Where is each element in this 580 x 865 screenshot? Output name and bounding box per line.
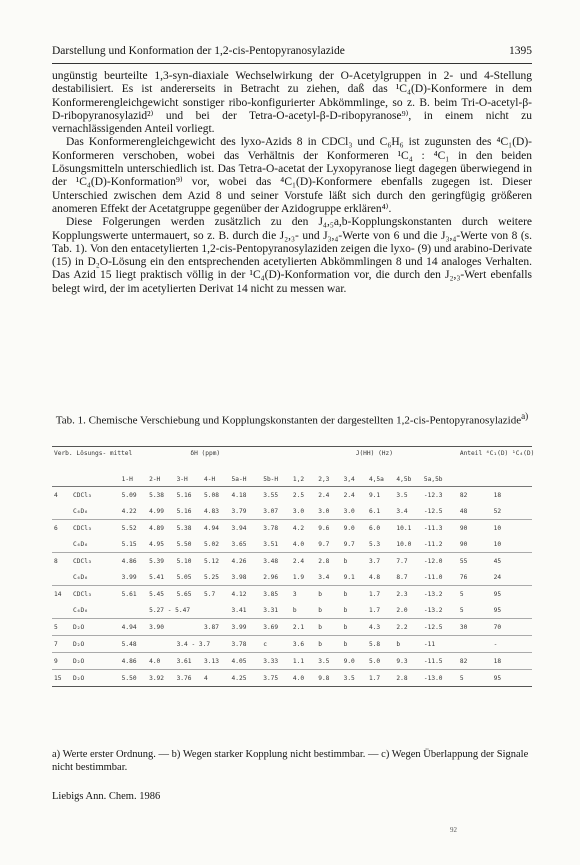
table-cell: 2.3 xyxy=(396,590,408,598)
table-cell: 9.7 xyxy=(316,536,341,553)
table-cell: 5.41 xyxy=(147,569,174,586)
table-cell: -11.3 xyxy=(423,524,443,532)
table-cell: 5 xyxy=(458,602,492,619)
table-cell: 3 xyxy=(292,590,297,598)
table-cell: 1.7 xyxy=(367,602,394,619)
table-cell: 4.26 xyxy=(231,557,247,565)
table-cell: 2.1 xyxy=(291,619,316,636)
compound-number: 4 xyxy=(54,491,58,499)
table-row xyxy=(52,569,532,586)
table-cell: 5.39 xyxy=(149,557,165,565)
table-cell: 2.0 xyxy=(394,602,421,619)
table-cell: 3.94 xyxy=(231,524,247,532)
paragraph-3: Diese Folgerungen werden zusätzlich zu den J₄,₅a,b-Kopplungskonstanten durch weitere Kopplungswerte untermauert, so z. B. durch die J₂,₃- und J₃,₄-Werte von 6 und die J₃,₄-Werte von 8 (s. Tab. 1). Von den entacetylierten 1,2-cis-Pentopyranosylaziden zeigen die lyxo- (9) und arabino-Derivate (15) in D₂O-Lösung ein den entsprechenden acetylierten Abkömmlingen 8 und 14 analoges Verhalten. Das Azid 15 liegt praktisch völlig in der ¹C₄(D)-Konformation vor, die durch den J₂,₃-Wert ebenfalls belegt wird, der im acetylierten Derivat 14 nicht zu messen war. xyxy=(52,216,532,295)
table-footnote: a) Werte erster Ordnung. — b) Wegen starker Kopplung nicht bestimmbar. — c) Wegen Überlappung der Signale nicht bestimmbar. xyxy=(52,749,529,773)
table-cell: 5.0 xyxy=(367,653,394,670)
table-cell: 10.1 xyxy=(396,524,412,532)
table-cell: 5.08 xyxy=(204,491,219,499)
table-cell: 2.8 xyxy=(394,670,421,687)
col-header: 5a,5b xyxy=(423,476,443,483)
table-cell: 4.12 xyxy=(231,590,247,598)
table-cell: 5.10 xyxy=(176,557,192,565)
table-cell: 4 xyxy=(202,670,229,687)
data-table xyxy=(52,446,535,687)
table-cell: 4.25 xyxy=(230,670,262,687)
col-header: 5a-H xyxy=(231,476,247,483)
table-cell: 5.12 xyxy=(204,557,219,565)
col-header: 4,5a xyxy=(368,476,384,483)
table-cell: 5.16 xyxy=(176,491,192,499)
table-cell: 4.86 xyxy=(120,653,147,670)
compound-number xyxy=(52,503,71,520)
table-cell: 1.9 xyxy=(291,569,316,586)
table-cell: 6.1 xyxy=(367,503,394,520)
table-caption-note: a) xyxy=(521,411,529,421)
table-cell: 4.22 xyxy=(120,503,147,520)
table-cell: 48 xyxy=(458,503,492,520)
table-cell: 2.4 xyxy=(343,491,355,499)
solvent-cell: C₆D₆ xyxy=(71,602,120,619)
table-cell: 3.51 xyxy=(261,536,291,553)
compound-number: 7 xyxy=(52,636,71,653)
running-header xyxy=(52,45,532,61)
table-cell: b xyxy=(342,619,367,636)
header-rule xyxy=(52,63,532,64)
table-cell: b xyxy=(343,590,348,598)
table-cell: b xyxy=(318,590,322,598)
solvent-cell: CDCl₃ xyxy=(73,491,92,499)
table-cell: -13.2 xyxy=(423,590,443,598)
table-cell: 5.7 xyxy=(204,590,216,598)
table-cell: 5 xyxy=(458,670,492,687)
table-cell: 3.7 xyxy=(368,557,381,565)
table-cell: 5.8 xyxy=(367,636,394,653)
compound-number: 9 xyxy=(52,653,71,670)
paragraph-1: ungünstig beurteilte 1,3-syn-diaxiale Wechselwirkung der O-Acetylgruppen in 2- und 4-Stellung destabilisiert. Es ist andererseits in Betracht zu ziehen, daß das ¹C₄(D)-Konformere in dem Konformerengleichgewicht sonstiger ribo-konfigurierter Abkömmlinge, so z. B. beim Tri-O-acetyl-β-D-ribopyranosylazid²⁾ und bei der Tetra-O-acetyl-β-D-ribopyranose⁹⁾, in einem nicht zu vernachlässigenden Anteil vorliegt. xyxy=(52,70,532,136)
table-cell: 5.05 xyxy=(175,569,202,586)
table-cell: 2.4 xyxy=(318,491,330,499)
solvent-cell: C₆D₆ xyxy=(71,503,120,520)
solvent-cell: D₂O xyxy=(71,653,120,670)
table-cell: -12.5 xyxy=(422,619,458,636)
table-cell: 4.99 xyxy=(147,503,174,520)
table-row xyxy=(52,553,532,570)
col-header: 2,3 xyxy=(318,476,330,483)
table-cell: 3.55 xyxy=(263,491,279,499)
table-cell: 90 xyxy=(459,524,468,532)
table-cell xyxy=(147,636,174,653)
col-header: 5b-H xyxy=(263,476,279,483)
table-cell: 4.3 xyxy=(367,619,394,636)
table-cell: 90 xyxy=(458,536,492,553)
solvent-cell: CDCl₃ xyxy=(73,557,92,565)
table-header-row-2 xyxy=(52,473,532,487)
table-cell: 5.16 xyxy=(175,503,202,520)
table-row xyxy=(52,636,532,653)
table-cell: 95 xyxy=(492,602,532,619)
table-cell: 3.65 xyxy=(230,536,262,553)
table-cell: 5.09 xyxy=(121,491,137,499)
table-cell: 4.0 xyxy=(291,536,316,553)
table-cell: 3.5 xyxy=(316,653,341,670)
col-header: 1-H xyxy=(121,476,133,483)
table-cell: 9.0 xyxy=(343,524,355,532)
col-header: 2-H xyxy=(149,476,161,483)
table-cell: 5.38 xyxy=(176,524,192,532)
bottom-page-number: 92 xyxy=(450,826,457,834)
table-row xyxy=(52,670,532,687)
table-cell: 45 xyxy=(493,557,502,565)
table-cell: b xyxy=(291,602,316,619)
col-header: 4-H xyxy=(204,476,216,483)
table-cell: -11.2 xyxy=(422,536,458,553)
paragraph-2: Das Konformerengleichgewicht des lyxo-Azids 8 in CDCl₃ und C₆H₆ ist zugunsten des ⁴C₁(D)-Konformeren verschoben, wobei das Verhältnis der Konformeren ¹C₄ : ⁴C₁ in den beiden Lösungsmitteln unterschiedlich ist. Das Tetra-O-acetat der Lyxopyranose liegt dagegen überwiegend in der ¹C₄(D)-Konformation⁹⁾ vor, wobei das ⁴C₁(D)-Konformere ebenfalls zugegen ist. Dieser Unterschied zwischen dem Azid 8 und seiner Vorstufe läßt sich durch den geringfügig größeren anomeren Effekt der Acetatgruppe gegenüber der Azidogruppe erklären⁴⁾. xyxy=(52,136,532,215)
table-caption xyxy=(52,410,532,428)
compound-number: 8 xyxy=(54,557,58,565)
table-cell: 9.3 xyxy=(394,653,421,670)
table-cell: 4.8 xyxy=(367,569,394,586)
table-cell: 3.5 xyxy=(396,491,408,499)
table-cell: 2.96 xyxy=(261,569,291,586)
table-cell: 3.90 xyxy=(147,619,174,636)
table-cell: b xyxy=(316,602,341,619)
table-row xyxy=(52,602,532,619)
table-row xyxy=(52,520,532,537)
table-cell: 9.0 xyxy=(342,653,367,670)
table-cell: 3.87 xyxy=(202,619,229,636)
table-cell: -11.0 xyxy=(422,569,458,586)
table-cell: -13.2 xyxy=(422,602,458,619)
table-header-row-1 xyxy=(52,447,532,474)
table-cell: 9.8 xyxy=(316,670,341,687)
header-anteil: Anteil ⁴C₁(D) ¹C₄(D) xyxy=(459,450,535,457)
table-cell: 3.76 xyxy=(175,670,202,687)
table-cell: 5.27 - 5.47 xyxy=(147,602,174,619)
table-cell: 5.3 xyxy=(367,536,394,553)
table-cell: 3.79 xyxy=(230,503,262,520)
table-cell: 52 xyxy=(492,503,532,520)
table-cell: -11.5 xyxy=(422,653,458,670)
table-cell: 5.61 xyxy=(121,590,137,598)
table-cell: 3.0 xyxy=(291,503,316,520)
table-cell xyxy=(458,636,492,653)
table-cell: 9.1 xyxy=(342,569,367,586)
table-cell: b xyxy=(316,636,341,653)
table-cell: 9.6 xyxy=(318,524,330,532)
table-cell: 5.48 xyxy=(120,636,147,653)
table-cell: 18 xyxy=(492,653,532,670)
compound-number: 15 xyxy=(52,670,71,687)
table-cell: 3.6 xyxy=(291,636,316,653)
table-cell: -13.0 xyxy=(422,670,458,687)
table-cell: 9.7 xyxy=(342,536,367,553)
table-row xyxy=(52,536,532,553)
table-row xyxy=(52,586,532,603)
table-cell: 5.50 xyxy=(175,536,202,553)
table-cell: 4.0 xyxy=(147,653,174,670)
table-cell: 5.52 xyxy=(121,524,137,532)
col-header: 4,5b xyxy=(396,476,412,483)
journal-citation: Liebigs Ann. Chem. 1986 xyxy=(52,791,161,802)
table-cell: 2.5 xyxy=(292,491,305,499)
table-cell: 3.98 xyxy=(230,569,262,586)
table-cell: 5.65 xyxy=(176,590,192,598)
table-cell: 3.41 xyxy=(230,602,262,619)
header-coupling: J(HH) (Hz) xyxy=(355,450,393,457)
table-cell: 3.75 xyxy=(261,670,291,687)
table-cell: 3.99 xyxy=(230,619,262,636)
table-cell: 95 xyxy=(492,670,532,687)
table-cell: 82 xyxy=(458,653,492,670)
table-cell: 3.4 xyxy=(394,503,421,520)
table-cell: 3.33 xyxy=(261,653,291,670)
table-row xyxy=(52,503,532,520)
table-cell: -12.3 xyxy=(423,491,443,499)
table-cell: 3.4 xyxy=(316,569,341,586)
table-cell: 1.7 xyxy=(367,670,394,687)
table-cell: 3.31 xyxy=(261,602,291,619)
table-cell: 4.05 xyxy=(230,653,262,670)
table-cell: 5.50 xyxy=(120,670,147,687)
table-cell: 3.69 xyxy=(261,619,291,636)
solvent-cell: CDCl₃ xyxy=(73,590,92,598)
table-cell: - xyxy=(492,636,532,653)
table-cell: 2.2 xyxy=(394,619,421,636)
table-cell: b xyxy=(342,602,367,619)
table-cell: 4.2 xyxy=(292,524,305,532)
table-cell: 4.94 xyxy=(204,524,219,532)
compound-number: 14 xyxy=(54,590,62,598)
col-header: 3,4 xyxy=(343,476,355,483)
compound-number xyxy=(52,536,71,553)
compound-number: 5 xyxy=(52,619,71,636)
table-cell: 70 xyxy=(492,619,532,636)
table-cell: 10 xyxy=(492,536,532,553)
table-cell: 3.0 xyxy=(316,503,341,520)
table-cell: 18 xyxy=(493,491,502,499)
table-cell xyxy=(120,602,147,619)
table-cell: b xyxy=(342,636,367,653)
table-cell: 30 xyxy=(458,619,492,636)
table-row xyxy=(52,653,532,670)
table-cell: 3.92 xyxy=(147,670,174,687)
table-cell: 7.7 xyxy=(396,557,408,565)
compound-number: 6 xyxy=(54,524,58,532)
table-cell: 4.89 xyxy=(149,524,165,532)
solvent-cell: D₂O xyxy=(71,619,120,636)
table-cell: 5 xyxy=(459,590,464,598)
running-title: Darstellung und Konformation der 1,2-cis-Pentopyranosylazide xyxy=(52,45,345,57)
table-cell: 4.95 xyxy=(147,536,174,553)
table-cell: 5.25 xyxy=(202,569,229,586)
header-verb-solvent: Verb. Lösungs- mittel xyxy=(54,450,133,457)
solvent-cell: C₆D₆ xyxy=(71,536,120,553)
table-cell: 2.4 xyxy=(292,557,305,565)
table-row xyxy=(52,619,532,636)
table-cell: 3.78 xyxy=(230,636,262,653)
table-cell: -12.0 xyxy=(423,557,443,565)
table-cell: 5.02 xyxy=(202,536,229,553)
table-caption-text: Tab. 1. Chemische Verschiebung und Kopplungskonstanten der dargestellten 1,2-cis-Pentopyranosylazide xyxy=(55,414,522,427)
compound-number xyxy=(52,602,71,619)
table-cell: 3.48 xyxy=(263,557,279,565)
table-cell: 6.0 xyxy=(368,524,381,532)
table-cell: c xyxy=(261,636,291,653)
table-cell: 3.85 xyxy=(263,590,279,598)
table-cell: 4.83 xyxy=(202,503,229,520)
table-cell: b xyxy=(316,619,341,636)
table-cell xyxy=(202,602,229,619)
table-cell: 8.7 xyxy=(394,569,421,586)
table-cell xyxy=(175,619,202,636)
table-cell: -11 xyxy=(422,636,458,653)
table-cell: 3.5 xyxy=(342,670,367,687)
page-number: 1395 xyxy=(509,45,532,57)
table-cell: b xyxy=(343,557,348,565)
table-cell: 4.94 xyxy=(120,619,147,636)
table-cell: 3.78 xyxy=(263,524,279,532)
table-cell: 1.1 xyxy=(291,653,316,670)
table-cell: 55 xyxy=(459,557,468,565)
solvent-cell: C₆D₆ xyxy=(71,569,120,586)
table-cell: 3.0 xyxy=(342,503,367,520)
table-cell: 5.38 xyxy=(149,491,165,499)
body-text xyxy=(52,70,532,296)
table-cell: 95 xyxy=(493,590,502,598)
solvent-cell: CDCl₃ xyxy=(73,524,92,532)
table-cell: 10.0 xyxy=(394,536,421,553)
data-table-wrapper xyxy=(52,446,535,687)
compound-number xyxy=(52,569,71,586)
table-cell: 5.15 xyxy=(120,536,147,553)
table-cell: 3.07 xyxy=(261,503,291,520)
table-cell: 82 xyxy=(459,491,468,499)
table-cell: 4.18 xyxy=(231,491,247,499)
col-header: 1,2 xyxy=(292,476,305,483)
col-header: 3-H xyxy=(176,476,188,483)
table-cell: b xyxy=(394,636,421,653)
table-cell: 4.86 xyxy=(121,557,137,565)
table-cell: 1.7 xyxy=(368,590,381,598)
solvent-cell: D₂O xyxy=(71,670,120,687)
table-cell: 3.4 - 3.7 xyxy=(175,636,202,653)
table-cell: 5.45 xyxy=(149,590,165,598)
table-cell: 9.1 xyxy=(368,491,381,499)
table-cell: 76 xyxy=(458,569,492,586)
table-cell: 3.61 xyxy=(175,653,202,670)
table-cell: 24 xyxy=(492,569,532,586)
table-row xyxy=(52,487,532,504)
header-delta: δH (ppm) xyxy=(190,450,221,457)
table-cell: 4.0 xyxy=(291,670,316,687)
table-cell: 3.13 xyxy=(202,653,229,670)
table-cell: 2.8 xyxy=(318,557,330,565)
table-cell: 3.99 xyxy=(120,569,147,586)
solvent-cell: D₂O xyxy=(71,636,120,653)
table-cell: 10 xyxy=(493,524,502,532)
table-cell: -12.5 xyxy=(422,503,458,520)
